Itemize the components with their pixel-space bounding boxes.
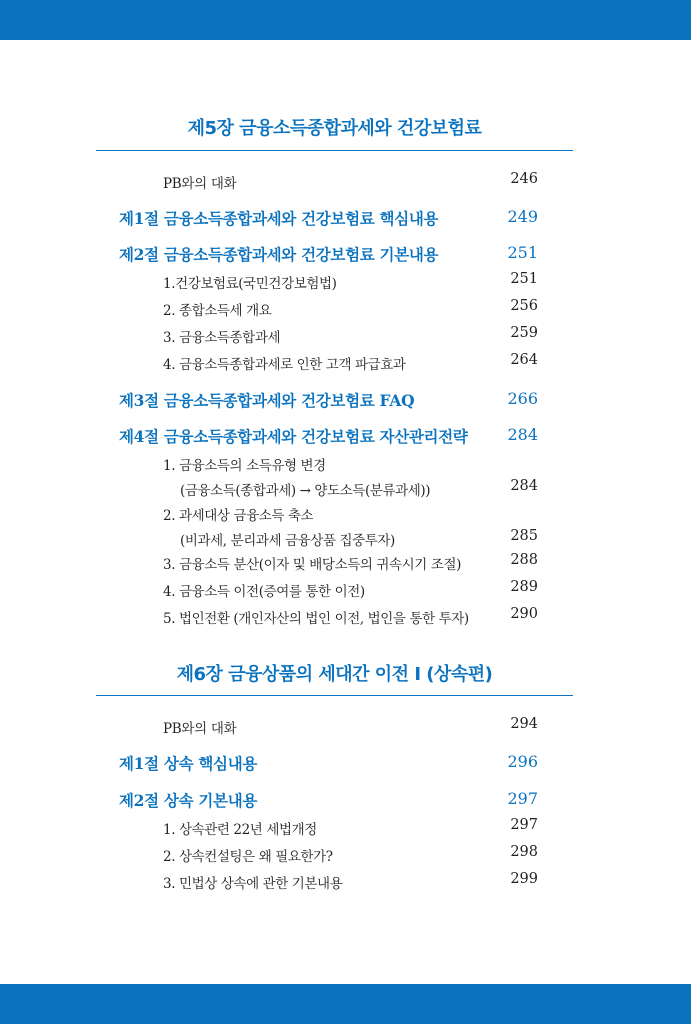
toc-section-label: 제1절 상속 핵심내용 [119, 754, 258, 773]
toc-item-ch5-4-1-cont[interactable] [0, 476, 691, 499]
toc-item-ch5-4-5[interactable] [0, 604, 691, 627]
toc-page-number: 256 [510, 298, 538, 314]
toc-section-ch5-3[interactable] [0, 388, 691, 408]
toc-section-label: 제1절 금융소득종합과세와 건강보험료 핵심내용 [119, 209, 439, 228]
toc-page-number: 289 [510, 579, 538, 595]
bottom-color-band [0, 984, 691, 1024]
toc-item-ch5-4-4[interactable] [0, 577, 691, 600]
toc-section-label: 제4절 금융소득종합과세와 건강보험료 자산관리전략 [119, 427, 468, 446]
toc-entry-label: PB와의 대화 [163, 721, 237, 737]
toc-section-ch6-2[interactable] [0, 788, 691, 808]
toc-entry-ch5-dialogue[interactable] [0, 169, 691, 192]
toc-item-ch5-2-4[interactable] [0, 350, 691, 373]
toc-item-ch6-2-1[interactable] [0, 815, 691, 838]
toc-item-continuation: (금융소득(종합과세) → 양도소득(분류과세)) [180, 483, 431, 499]
toc-item-label: 1.건강보험료(국민건강보험법) [163, 276, 337, 292]
toc-item-ch6-2-2[interactable] [0, 842, 691, 865]
chapter-6-rule [96, 695, 573, 696]
toc-item-ch5-4-2-cont[interactable] [0, 526, 691, 549]
toc-page-number: 264 [510, 352, 538, 368]
toc-page-number: 299 [510, 871, 538, 887]
toc-item-ch6-2-3[interactable] [0, 869, 691, 892]
toc-section-ch5-1[interactable] [0, 206, 691, 226]
toc-page-number: 249 [507, 207, 538, 226]
toc-section-label: 제2절 금융소득종합과세와 건강보험료 기본내용 [119, 245, 439, 264]
chapter-5-title: 제5장 금융소득종합과세와 건강보험료 [187, 118, 482, 139]
toc-page-number: 251 [507, 243, 538, 262]
toc-page-number: 284 [507, 425, 538, 444]
toc-item-label: 3. 민법상 상속에 관한 기본내용 [163, 876, 343, 892]
toc-page-number: 284 [510, 478, 538, 494]
toc-page-number: 285 [510, 528, 538, 544]
toc-item-label: 3. 금융소득 분산(이자 및 배당소득의 귀속시기 조절) [163, 557, 461, 573]
toc-page-number: 297 [507, 789, 538, 808]
top-color-band [0, 0, 691, 40]
toc-section-ch6-1[interactable] [0, 751, 691, 771]
toc-page-number: 259 [510, 325, 538, 341]
toc-item-ch5-4-2[interactable] [0, 501, 691, 524]
toc-item-ch5-2-2[interactable] [0, 296, 691, 319]
toc-item-ch5-4-1[interactable] [0, 451, 691, 474]
toc-page-number: 290 [510, 606, 538, 622]
toc-page-number: 296 [507, 752, 538, 771]
toc-item-label: 3. 금융소득종합과세 [163, 330, 281, 346]
toc-item-ch5-2-1[interactable] [0, 269, 691, 292]
toc-item-label: 4. 금융소득 이전(증여를 통한 이전) [163, 584, 365, 600]
toc-entry-label: PB와의 대화 [163, 176, 237, 192]
chapter-6-title: 제6장 금융상품의 세대간 이전 I (상속편) [176, 664, 493, 685]
toc-page-number: 251 [510, 271, 538, 287]
toc-item-label: 5. 법인전환 (개인자산의 법인 이전, 법인을 통한 투자) [163, 611, 469, 627]
toc-item-label: 1. 금융소득의 소득유형 변경 [163, 458, 326, 474]
toc-item-ch5-4-3[interactable] [0, 550, 691, 573]
toc-item-continuation: (비과세, 분리과세 금융상품 집중투자) [180, 533, 395, 549]
toc-page-number: 297 [510, 817, 538, 833]
toc-page-number: 298 [510, 844, 538, 860]
toc-item-label: 4. 금융소득종합과세로 인한 고객 파급효과 [163, 357, 406, 373]
toc-page-number: 288 [510, 552, 538, 568]
toc-section-ch5-4[interactable] [0, 424, 691, 444]
chapter-5-rule [96, 150, 573, 151]
toc-item-label: 1. 상속관련 22년 세법개정 [163, 822, 317, 838]
toc-page-number: 294 [510, 716, 538, 732]
toc-item-label: 2. 종합소득세 개요 [163, 303, 272, 319]
toc-section-label: 제3절 금융소득종합과세와 건강보험료 FAQ [119, 391, 415, 410]
toc-item-label: 2. 과세대상 금융소득 축소 [163, 508, 314, 524]
toc-page-number: 266 [507, 389, 538, 408]
toc-item-ch5-2-3[interactable] [0, 323, 691, 346]
toc-section-label: 제2절 상속 기본내용 [119, 791, 258, 810]
toc-entry-ch6-dialogue[interactable] [0, 714, 691, 737]
toc-item-label: 2. 상속컨설팅은 왜 필요한가? [163, 849, 333, 865]
toc-section-ch5-2[interactable] [0, 242, 691, 262]
toc-page-number: 246 [510, 171, 538, 187]
